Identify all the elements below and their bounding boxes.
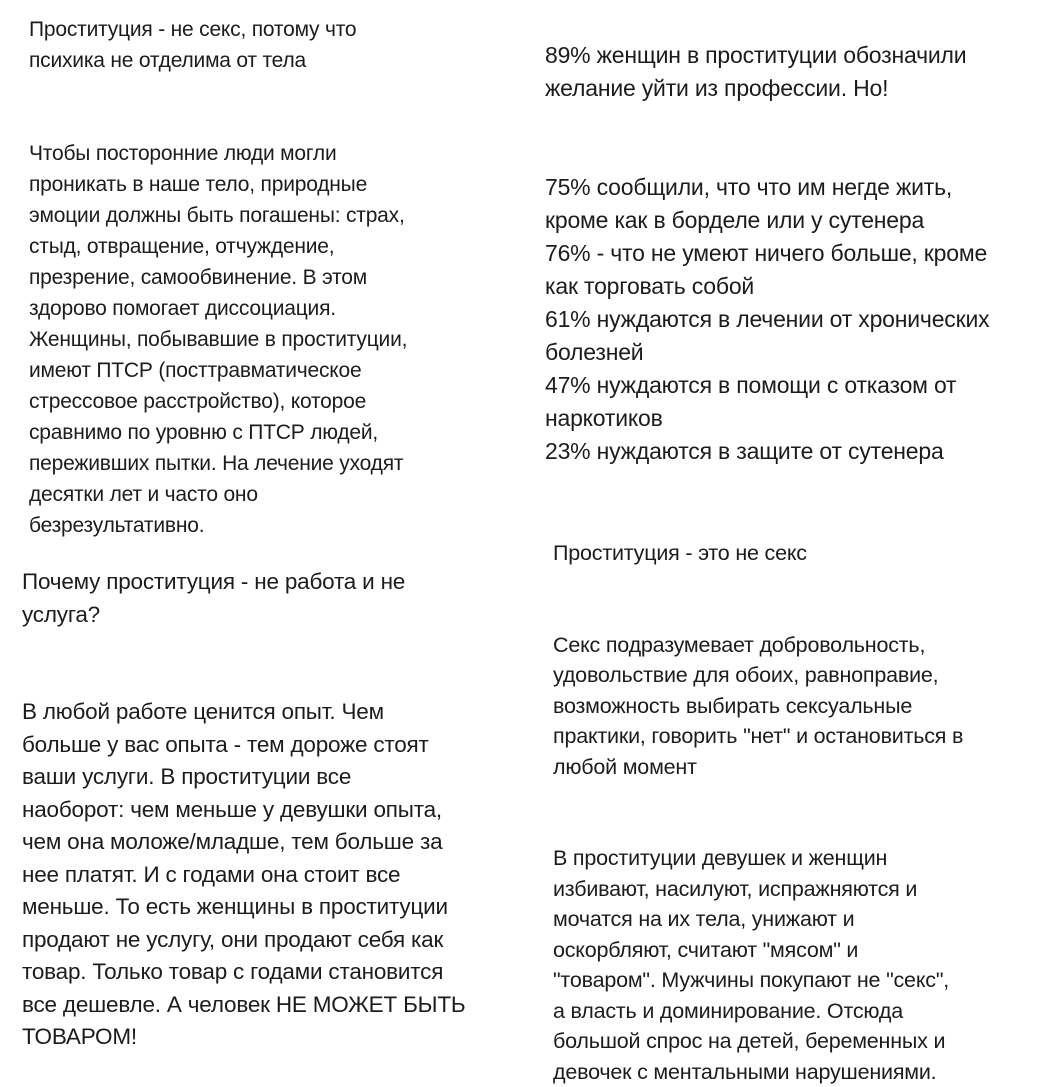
panel-paragraph: Секс подразумевает добровольность, удовольствие для обоих, равноправие, возможность выбирать сексуальные практики, говорить "нет" и остановиться в любой момент [553,632,964,779]
panel-not-work [22,566,522,1054]
panel-statistics [545,39,1058,468]
panel-not-sex [553,538,1053,1087]
panel-title: Проституция - это не секс [553,541,807,565]
panel-body: 75% сообщили, что что им негде жить, кроме как в борделе или у сутенера 76% - что не умеют ничего больше, кроме как торговать собой 61% нуждаются в лечении от хронических болезней 47% нуждаются в помощи с отказом от наркотиков 23% нуждаются в защите от сутенера [545,174,990,464]
panel-title: Проституция - не секс, потому что психика не отделима от тела [29,18,357,72]
panel-body: Чтобы посторонние люди могли проникать в наше тело, природные эмоции должны быть погашены: страх, стыд, отвращение, отчуждение, презрение, самообвинение. В этом здорово помогает диссоциация. Женщины, побывавшие в проституции, имеют ПТСР (посттравматическое стрессовое расстройство), которое сравнимо по уровню с ПТСР людей, переживших пытки. На лечение уходят десятки лет и часто оно безрезультативно. [29,142,408,537]
panel-paragraph: В проституции девушек и женщин избивают, насилуют, испражняются и мочатся на их тела, унижают и оскорбляют, считают "мясом" и "товаром". Мужчины покупают не "секс", а власть и доминирование. Отсюда большой спрос на детей, беременных и девочек с ментальными нарушениями. [553,846,950,1084]
panel-title: Почему проституция - не работа и не услуга? [22,569,406,627]
panel-ptsd [29,14,499,541]
panel-title: 89% женщин в проституции обозначили желание уйти из профессии. Но! [545,42,967,101]
panel-body: В любой работе ценится опыт. Чем больше у вас опыта - тем дороже стоят ваши услуги. В проституции все наоборот: чем меньше у девушки опыта, чем она моложе/младше, тем больше за нее платят. И с годами она стоит все меньше. То есть женщины в проституции продают не услугу, они продают себя как товар. Только товар с годами становится все дешевле. А человек НЕ МОЖЕТ БЫТЬ ТОВАРОМ! [22,699,466,1049]
